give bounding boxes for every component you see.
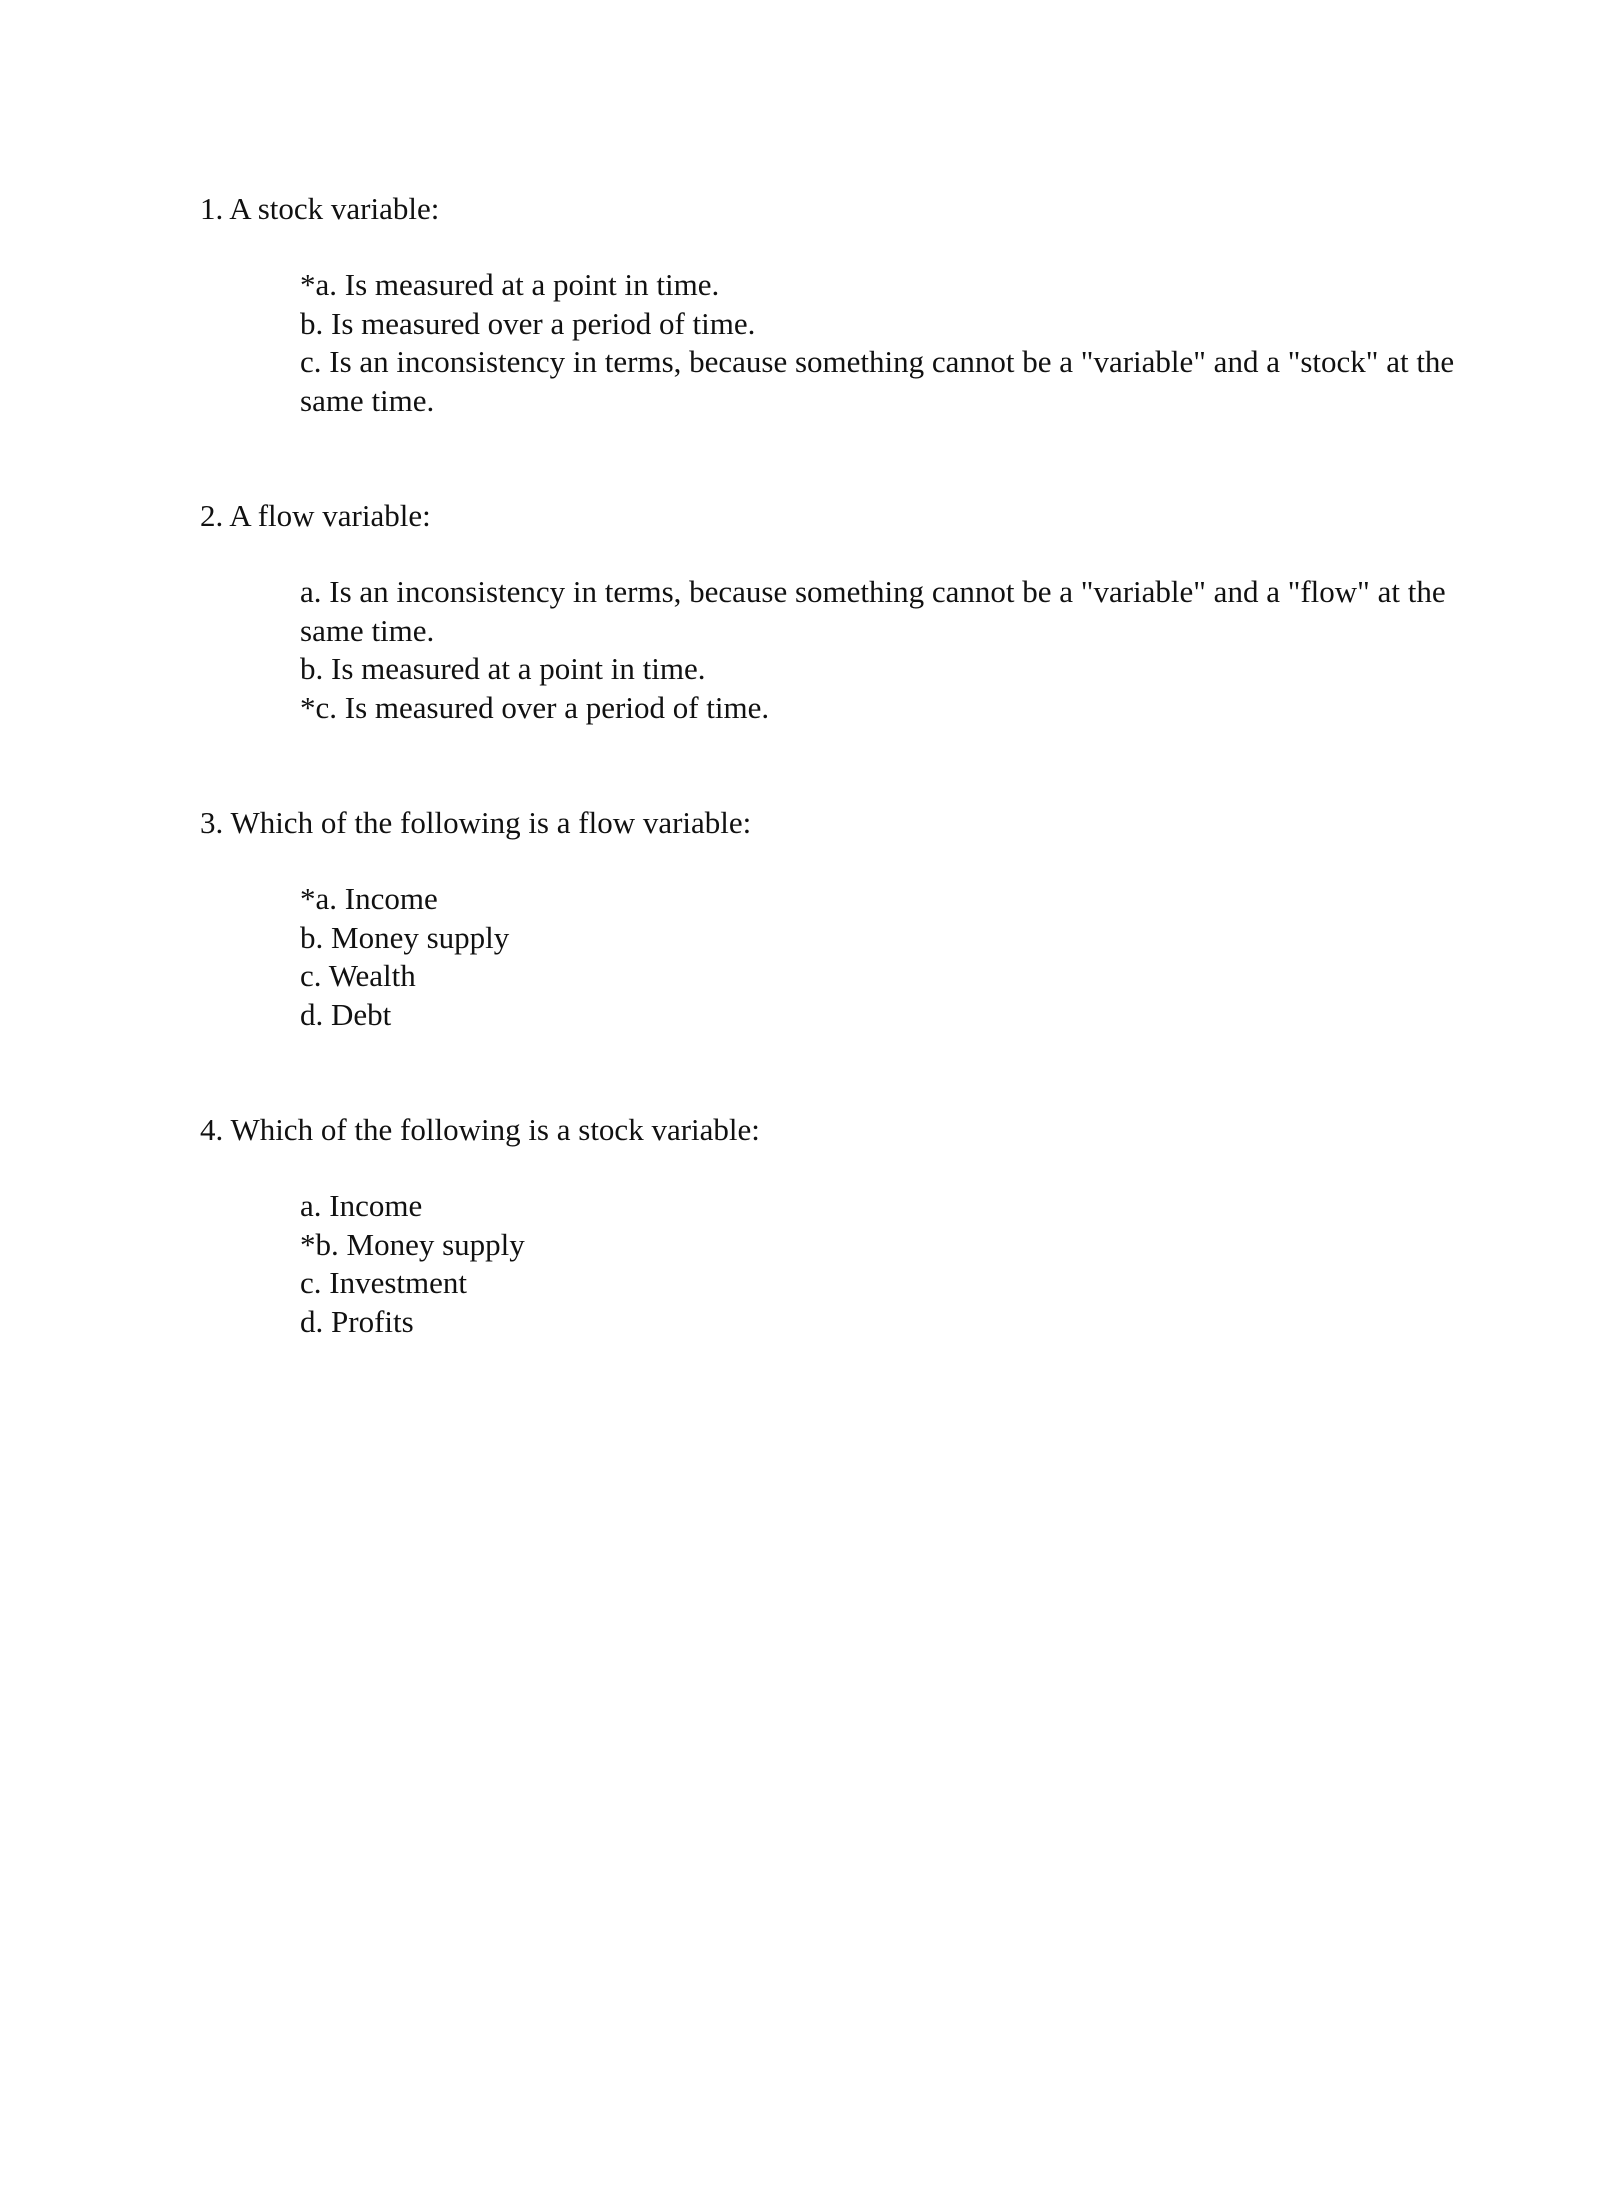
answer-options [300,573,1480,727]
answer-option: a. Is an inconsistency in terms, because something cannot be a "variable" and a "flow" at the same time. [300,574,1446,648]
answer-option: *a. Income [300,881,438,916]
answer-option: c. Wealth [300,958,416,993]
answer-option: d. Profits [300,1303,414,1339]
question-1 [200,190,1455,420]
answer-option: d. Debt [300,996,392,1032]
answer-option: b. Is measured at a point in time. [300,651,706,686]
answer-option: b. Money supply [300,919,510,955]
answer-option: c. Investment [300,1265,468,1300]
answer-option: b. Is measured over a period of time. [300,305,756,341]
answer-option: *a. Is measured at a point in time. [300,267,720,302]
answer-options [300,266,1480,420]
question-prompt: 4. Which of the following is a stock variable: [200,1112,760,1147]
answer-option: c. Is an inconsistency in terms, because something cannot be a "variable" and a "stock" at the same time. [300,344,1455,418]
answer-options [300,880,1480,1034]
question-4 [200,1111,1420,1341]
question-prompt: 2. A flow variable: [200,498,431,533]
answer-option: a. Income [300,1188,423,1223]
answer-options [300,1187,1480,1341]
answer-option: *b. Money supply [300,1226,525,1262]
answer-option: *c. Is measured over a period of time. [300,689,770,725]
question-2 [200,497,1446,727]
question-prompt: 3. Which of the following is a flow variable: [200,805,752,840]
question-prompt: 1. A stock variable: [200,191,440,226]
question-3 [200,804,1420,1034]
